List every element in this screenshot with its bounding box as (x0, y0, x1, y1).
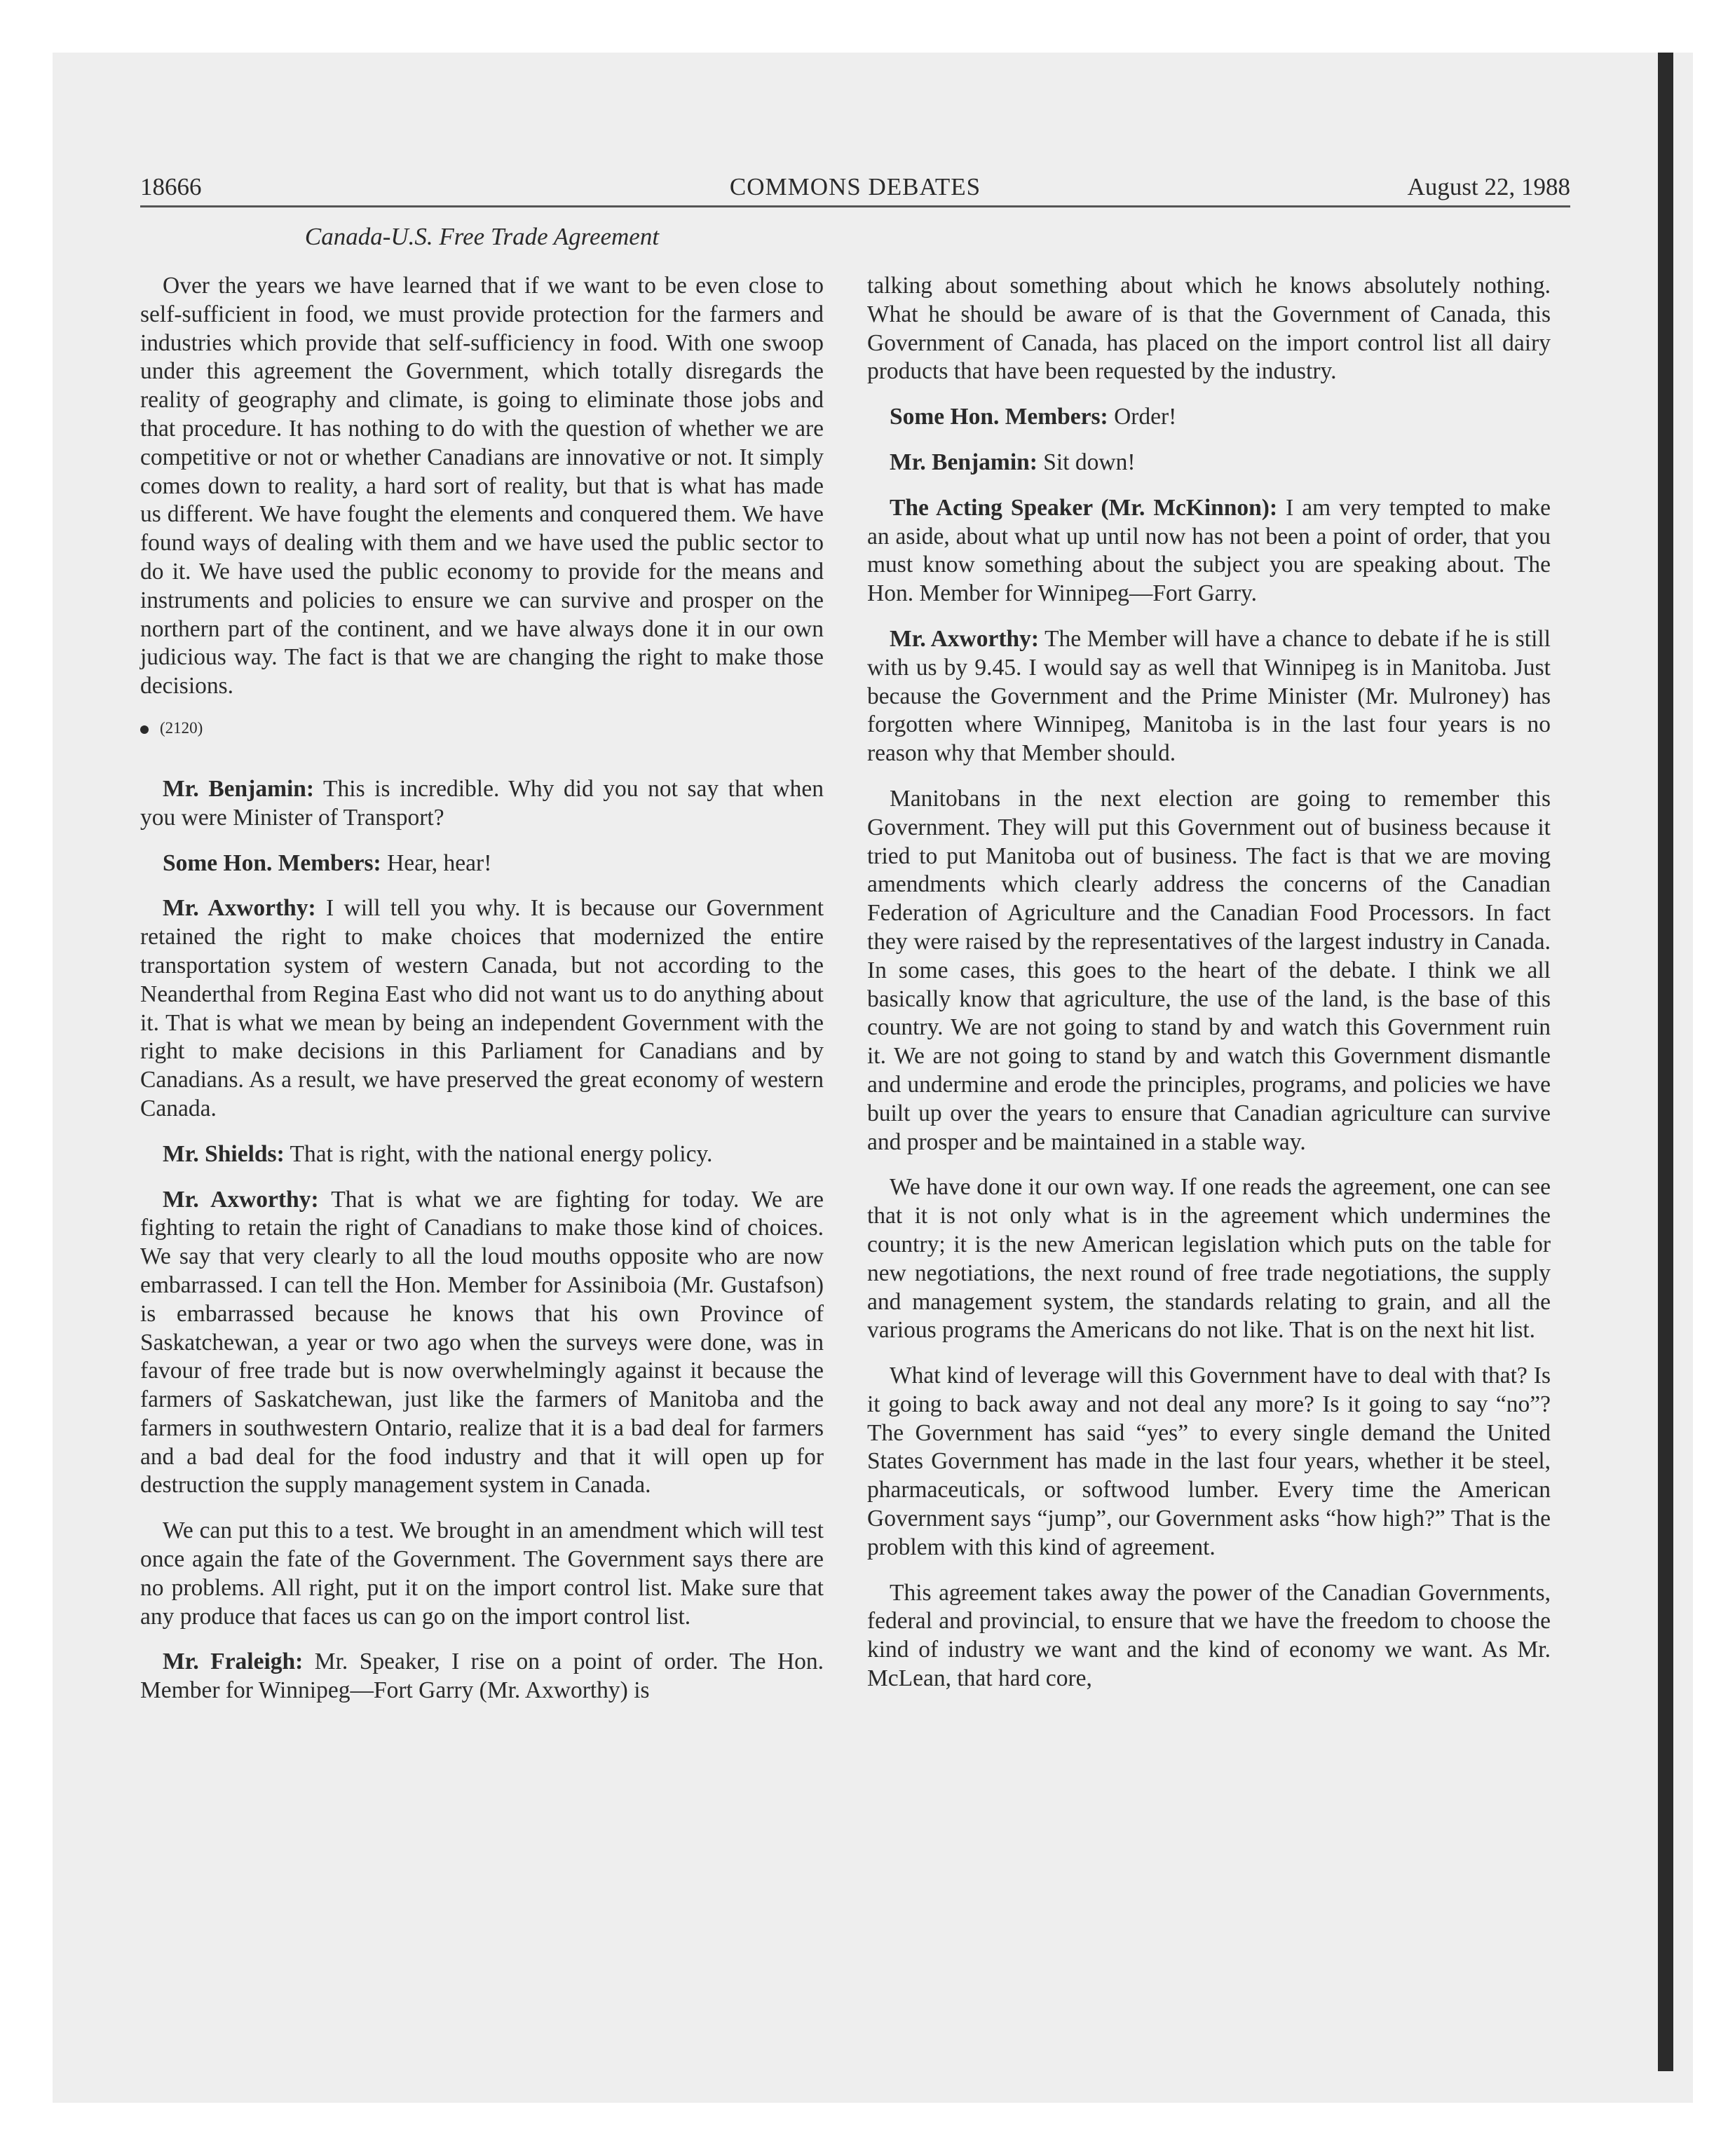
paragraph (140, 1140, 824, 1169)
speaker-name: Mr. Axworthy: (890, 625, 1040, 652)
page-header (140, 172, 1570, 207)
paragraph (140, 1186, 824, 1501)
right-column (867, 272, 1551, 1710)
paragraph-text: We have done it our own way. If one reads the agreement, one can see that it is not only what is in the agreement which undermines the country; it is the new American legislation which puts on the table for new negotiations, the next round of free trade negotiations, the supply and management system, the standards relating to grain, and all the various programs the Americans do not like. That is on the next hit list. (867, 1174, 1551, 1344)
paragraph-text: Over the years we have learned that if we want to be even close to self-sufficient in food, we must provide protection for the farmers and industries which provide that self-sufficiency in food. With one swoop under this agreement the Government, which totally disregards the reality of geography and climate, is going to eliminate those jobs and that procedure. It has nothing to do with the question of whether we are competitive or not or whether Canadians are innovative or not. It simply comes down to reality, a hard sort of reality, but that is what has made us different. We have fought the elements and conquered them. We have found ways of dealing with them and we have used the public sector to do it. We have used the public economy to provide for the means and instruments and policies to ensure we can survive and prosper on the northern part of the continent, and we have always done it in our own judicious way. The fact is that we are changing the right to make those decisions. (140, 273, 824, 700)
speaker-name: Mr. Benjamin: (890, 449, 1037, 475)
paragraph (140, 272, 824, 701)
paragraph (140, 850, 824, 878)
paragraph-text: Manitobans in the next election are going to remember this Government. They will put this Government out of business because it tried to put Manitoba out of business. The fact is that we are moving amendments which clearly address the concerns of the Canadian Federation of Agriculture and the Canadian Food Processors. In fact they were raised by the representatives of the largest industry in Canada. In some cases, this goes to the heart of the debate. I think we all basically know that agriculture, the use of the land, is the base of this country. We are not going to stand by and watch this Government ruin it. We are not going to stand by and watch this Government dismantle and undermine and erode the principles, programs, and policies we have built up over the years to ensure that Canadian agriculture can survive and prosper and be maintained in a stable way. (867, 785, 1551, 1155)
time-marker (140, 718, 824, 739)
page-number: 18666 (140, 173, 202, 200)
speaker-name: Mr. Axworthy: (163, 1186, 319, 1213)
scan-edge-shadow (1658, 53, 1673, 2071)
paragraph-text: Sit down! (1043, 449, 1136, 475)
paragraph (867, 1579, 1551, 1693)
left-column (140, 272, 824, 1722)
paragraph (867, 625, 1551, 768)
speaker-name: Some Hon. Members: (890, 404, 1108, 430)
running-title: Canada-U.S. Free Trade Agreement (304, 223, 660, 250)
journal-title: COMMONS DEBATES (729, 173, 981, 200)
paragraph (867, 1173, 1551, 1345)
paragraph-text: What kind of leverage will this Government have to deal with that? Is it going to back away and not deal any more? Is it going to say “no”? The Government has said “yes” to every single demand the United States Government has made in the last four years, whether it be steel, pharmaceuticals, or softwood lumber. Every time the American Government says “jump”, our Government asks “how high?” That is the problem with this kind of agreement. (867, 1363, 1551, 1560)
paragraph-text: The Member will have a chance to debate if he is still with us by 9.45. I would say as well that Winnipeg is in Manitoba. Just because the Government and the Prime Minister (Mr. Mulroney) has forgotten where Winnipeg, Manitoba is in the last four years is no reason why that Member should. (867, 625, 1551, 767)
bullet-icon (140, 725, 149, 734)
paragraph-text: We can put this to a test. We brought in an amendment which will test once again the fate of the Government. The Government says there are no problems. All right, put it on the import control list. Make sure that any produce that faces us can go on the import control list. (140, 1517, 824, 1630)
speaker-name: Mr. Benjamin: (163, 775, 315, 802)
speaker-name: Mr. Axworthy: (163, 895, 316, 922)
paragraph-text: That is what we are fighting for today. We are fighting to retain the right of Canadians to make those kind of choices. We say that very clearly to all the loud mouths opposite who are now embarrassed. I can tell the Hon. Member for Assiniboia (Mr. Gustafson) is embarrassed because he knows that his own Province of Saskatchewan, a year or two ago when the surveys were done, was in favour of free trade but is now overwhelmingly against it because the farmers of Saskatchewan, just like the farmers of Manitoba and the farmers in southwestern Ontario, realize that it is a bad deal for farmers and a bad deal for the food industry and that it will open up for destruction the supply management system in Canada. (140, 1186, 824, 1499)
paragraph-text: This agreement takes away the power of the Canadian Governments, federal and provincial, to ensure that we have the freedom to choose the kind of industry we want and the kind of economy we want. As Mr. McLean, that hard core, (867, 1579, 1551, 1692)
time-marker-text: (2120) (160, 718, 203, 737)
paragraph (867, 403, 1551, 432)
paragraph (140, 775, 824, 833)
paragraph-text: I am very tempted to make an aside, about what up until now has not been a point of order, that you must know something about the subject you are speaking about. The Hon. Member for Winnipeg—Fort Garry. (867, 494, 1551, 607)
paragraph-text: That is right, with the national energy policy. (290, 1140, 713, 1167)
speaker-name: Mr. Fraleigh: (163, 1649, 304, 1675)
paragraph (867, 785, 1551, 1157)
paragraph (867, 494, 1551, 608)
paragraph-text: talking about something about which he knows absolutely nothing. What he should be aware of is that the Government of Canada, this Government of Canada, has placed on the import control list all dairy products that have been requested by the industry. (867, 273, 1551, 385)
paragraph (140, 894, 824, 1123)
paragraph-text: This is incredible. Why did you not say that when you were Minister of Transport? (140, 775, 824, 831)
speaker-name: The Acting Speaker (Mr. McKinnon): (890, 494, 1278, 521)
paragraph-text: Mr. Speaker, I rise on a point of order. The Hon. Member for Winnipeg—Fort Garry (Mr. Axworthy) is (140, 1649, 824, 1704)
paragraph (867, 1362, 1551, 1562)
issue-date: August 22, 1988 (1407, 173, 1570, 200)
speaker-name: Mr. Shields: (163, 1140, 285, 1167)
paragraph (140, 1517, 824, 1631)
paragraph (140, 1648, 824, 1705)
paragraph-text: I will tell you why. It is because our Government retained the right to make choices that modernized the entire transportation system of western Canada, but not according to the Neanderthal from Regina East who did not want us to do anything about it. That is what we mean by being an independent Government with the right to make decisions in this Parliament for Canadians and by Canadians. As a result, we have preserved the great economy of western Canada. (140, 895, 824, 1121)
paragraph (867, 449, 1551, 477)
paragraph (867, 272, 1551, 386)
paragraph-text: Order! (1114, 404, 1177, 430)
paragraph-text: Hear, hear! (387, 850, 492, 876)
speaker-name: Some Hon. Members: (163, 850, 381, 876)
